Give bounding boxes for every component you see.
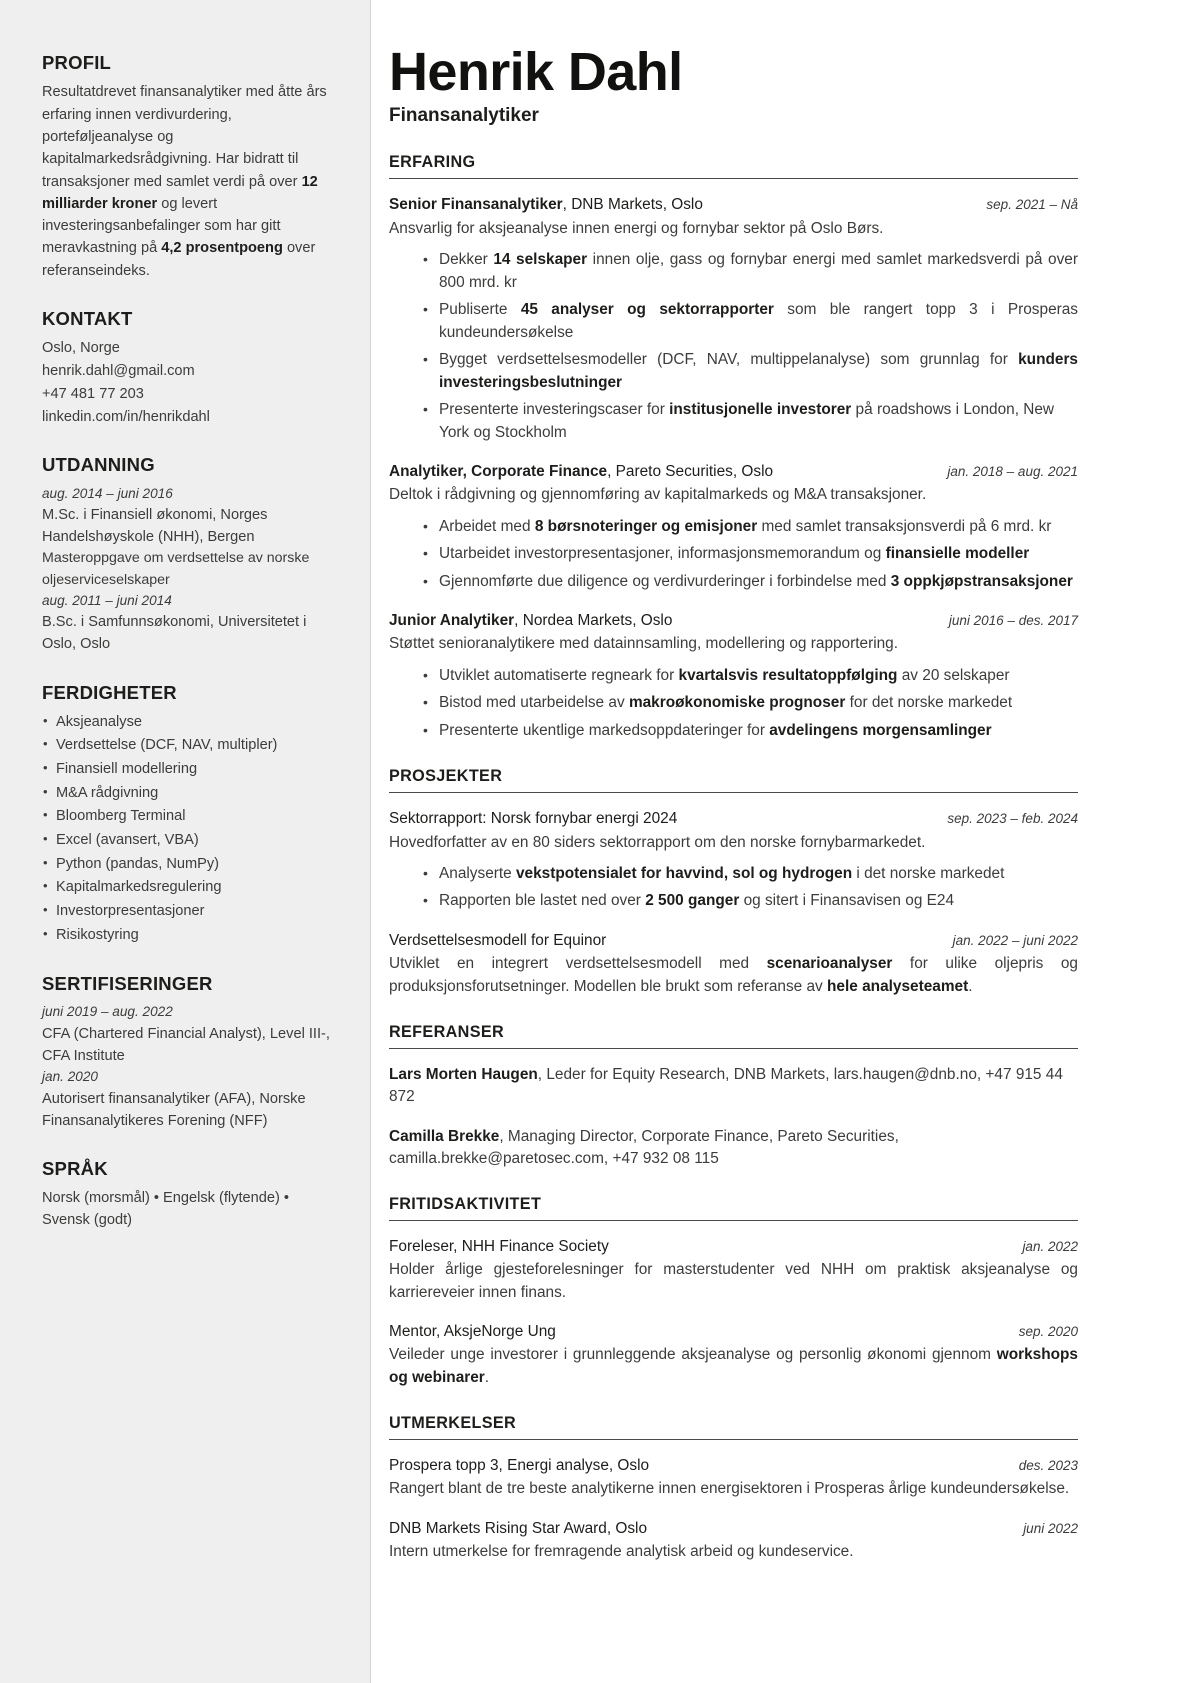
- entry-header: [389, 930, 1078, 952]
- entry-header: [389, 461, 1078, 483]
- activity-entry: [389, 1236, 1078, 1304]
- entry-summary: [389, 953, 1078, 998]
- bullet-pre: Bygget verdsettelsesmodeller (DCF, NAV, multippelanalyse) som grunnlag for: [439, 351, 1019, 369]
- section-divider: [389, 178, 1078, 179]
- bullet-post: for det norske markedet: [845, 694, 1013, 712]
- main-content: [371, 0, 1190, 1683]
- bullet-bold: finansielle modeller: [885, 545, 1030, 563]
- bullet-pre: Rapporten ble lastet ned over: [439, 892, 646, 910]
- bullet-pre: Utarbeidet investorpresentasjoner, informasjonsmemorandum og: [439, 545, 886, 563]
- entry-role: Junior Analytiker: [389, 612, 515, 630]
- reference-name: Camilla Brekke: [389, 1127, 500, 1145]
- skill-item: • Verdsettelse (DCF, NAV, multipler): [42, 734, 338, 758]
- bullet-pre: Presenterte ukentlige markedsoppdateringer for: [439, 721, 770, 739]
- certification-date: juni 2019 – aug. 2022: [42, 1004, 173, 1020]
- bullet-item: [423, 399, 1078, 444]
- summary-mid: for ulike oljepris og produksjonsforutsetninger. Modellen ble brukt som referanse av: [389, 955, 1078, 995]
- project-title: Sektorrapport: Norsk fornybar energi 2024: [389, 810, 678, 828]
- skill-item: • Investorpresentasjoner: [42, 900, 338, 924]
- profile-text: [42, 81, 338, 282]
- entry-company: , Pareto Securities, Oslo: [607, 463, 774, 481]
- entry-summary: [389, 1344, 1078, 1389]
- skills-heading: FERDIGHETER: [42, 681, 177, 703]
- section-experience: [389, 153, 1078, 742]
- section-awards: [389, 1414, 1078, 1563]
- bullet-pre: Utviklet automatiserte regneark for: [439, 666, 679, 684]
- skill-item: • Excel (avansert, VBA): [42, 829, 338, 853]
- experience-entry: [389, 461, 1078, 593]
- bullet-item: [423, 863, 1078, 885]
- profile-bold-2: 4,2 prosentpoeng: [161, 240, 283, 257]
- reference-entry: [389, 1064, 1078, 1109]
- skills-list: [42, 711, 338, 947]
- entry-title: [389, 194, 972, 216]
- entry-summary: Intern utmerkelse for fremragende analytisk arbeid og kundeservice.: [389, 1543, 854, 1561]
- project-title: Verdsettelsesmodell for Equinor: [389, 931, 607, 949]
- entry-summary: Rangert blant de tre beste analytikerne innen energisektoren i Prosperas årlige kundeundersøkelse.: [389, 1480, 1070, 1498]
- bullet-bold: 14 selskaper: [493, 251, 588, 269]
- certifications-heading: SERTIFISERINGER: [42, 973, 213, 995]
- entry-date: sep. 2023 – feb. 2024: [947, 811, 1078, 827]
- bullet-item: [423, 249, 1078, 294]
- skill-item: • M&A rådgivning: [42, 782, 338, 806]
- entry-header: [389, 1236, 1078, 1258]
- certification-date: jan. 2020: [42, 1069, 98, 1085]
- bullet-post: og sitert i Finansavisen og E24: [739, 892, 955, 910]
- contact-location: Oslo, Norge: [42, 340, 120, 357]
- contact-linkedin[interactable]: linkedin.com/in/henrikdahl: [42, 408, 210, 425]
- section-divider: [389, 792, 1078, 793]
- bullet-pre: Publiserte: [439, 301, 521, 319]
- profile-text-3: over referanseindeks.: [42, 240, 316, 279]
- bullet-post: innen olje, gass og fornybar energi med samlet markedsverdi på over 800 mrd. kr: [439, 251, 1078, 291]
- reference-details: , Managing Director, Corporate Finance, Pareto Securities, camilla.brekke@paretosec.com, +47 932 08 115: [389, 1127, 899, 1167]
- bullet-bold: avdelingens morgensamlinger: [769, 721, 992, 739]
- sidebar-section-certifications: [42, 973, 338, 1132]
- bullet-post: som ble rangert topp 3 i Prosperas kundeundersøkelse: [439, 301, 1079, 341]
- entry-title: [389, 610, 935, 632]
- bullet-pre: Gjennomførte due diligence og verdivurderinger i forbindelse med: [439, 572, 891, 590]
- bullet-bold: kunders investeringsbeslutninger: [439, 351, 1078, 391]
- bullet-bold: 2 500 ganger: [645, 892, 740, 910]
- section-activities: [389, 1195, 1078, 1389]
- sidebar-section-education: [42, 454, 338, 655]
- summary-pre: Veileder unge investorer i grunnleggende aksjeanalyse og personlig økonomi gjennom: [389, 1346, 997, 1364]
- summary-bold-2: hele analyseteamet: [827, 977, 969, 995]
- activity-title: Mentor, AksjeNorge Ung: [389, 1323, 556, 1341]
- entry-date: sep. 2020: [1018, 1324, 1078, 1340]
- section-projects: [389, 767, 1078, 998]
- activity-entry: [389, 1321, 1078, 1389]
- certification-item: [42, 1002, 338, 1067]
- entry-header: [389, 610, 1078, 632]
- section-divider: [389, 1220, 1078, 1221]
- entry-bullets: [389, 516, 1078, 593]
- certification-title: Autorisert finansanalytiker (AFA), Norske Finansanalytikeres Forening (NFF): [42, 1090, 306, 1129]
- entry-header: [389, 194, 1078, 216]
- languages-heading: SPRÅK: [42, 1157, 108, 1179]
- job-title: Finansanalytiker: [389, 104, 539, 126]
- profile-text-2: og levert investeringsanbefalinger som har gitt meravkastning på: [42, 195, 281, 257]
- languages-text: Norsk (morsmål) • Engelsk (flytende) • Svensk (godt): [42, 1190, 290, 1229]
- entry-header: [389, 1518, 1078, 1540]
- entry-company: , Nordea Markets, Oslo: [514, 612, 673, 630]
- experience-entry: [389, 610, 1078, 742]
- education-item: [42, 591, 338, 656]
- education-note: Masteroppgave om verdsettelse av norske oljeserviceselskaper: [42, 550, 310, 588]
- entry-summary: Støttet senioranalytikere med datainnsamling, modellering og rapportering.: [389, 635, 899, 653]
- bullet-bold: 3 oppkjøpstransaksjoner: [890, 572, 1073, 590]
- profile-text-1: Resultatdrevet finansanalytiker med åtte års erfaring innen verdivurdering, porteføljeanalyse og kapitalmarkedsrådgivning. Har bidratt til transaksjoner med samlet verdi på over: [42, 84, 327, 190]
- award-entry: [389, 1455, 1078, 1501]
- reference-line: [389, 1064, 1078, 1109]
- section-divider: [389, 1048, 1078, 1049]
- award-title: Prospera topp 3, Energi analyse, Oslo: [389, 1457, 650, 1475]
- entry-role: Analytiker, Corporate Finance: [389, 463, 608, 481]
- bullet-item: [423, 720, 1078, 742]
- summary-bold: workshops og webinarer: [389, 1346, 1078, 1386]
- entry-date: jan. 2022 – juni 2022: [952, 932, 1078, 948]
- sidebar: [0, 0, 371, 1683]
- sidebar-section-contact: [42, 308, 338, 428]
- summary-post: .: [968, 977, 973, 995]
- bullet-bold: institusjonelle investorer: [669, 401, 852, 419]
- profile-heading: PROFIL: [42, 52, 112, 73]
- reference-entry: [389, 1126, 1078, 1171]
- awards-heading: UTMERKELSER: [389, 1414, 517, 1433]
- reference-details: , Leder for Equity Research, DNB Markets, lars.haugen@dnb.no, +47 915 44 872: [389, 1065, 1063, 1106]
- education-heading: UTDANNING: [42, 454, 155, 476]
- award-entry: [389, 1518, 1078, 1564]
- bullet-item: [423, 516, 1078, 538]
- entry-bullets: [389, 863, 1078, 913]
- award-title: DNB Markets Rising Star Award, Oslo: [389, 1519, 648, 1537]
- sidebar-section-languages: [42, 1158, 338, 1232]
- entry-date: jan. 2018 – aug. 2021: [947, 464, 1078, 480]
- summary-pre: Utviklet en integrert verdsettelsesmodell med: [389, 955, 767, 973]
- entry-header: [389, 1321, 1078, 1343]
- reference-name: Lars Morten Haugen: [389, 1065, 538, 1083]
- skill-item: • Python (pandas, NumPy): [42, 853, 338, 877]
- project-entry: [389, 808, 1078, 913]
- skill-item: • Aksjeanalyse: [42, 711, 338, 735]
- bullet-bold: 45 analyser og sektorrapporter: [520, 301, 774, 319]
- projects-heading: PROSJEKTER: [389, 767, 503, 786]
- skill-item: • Risikostyring: [42, 924, 338, 948]
- education-date: aug. 2014 – juni 2016: [42, 485, 173, 501]
- bullet-pre: Dekker: [439, 251, 494, 269]
- entry-header: [389, 808, 1078, 830]
- education-degree: M.Sc. i Finansiell økonomi, Norges Handelshøyskole (NHH), Bergen: [42, 506, 268, 546]
- entry-summary: Holder årlige gjesteforelesninger for masterstudenter ved NHH om praktisk aksjeanalyse og karriereveier innen finans.: [389, 1261, 1078, 1301]
- entry-title: [389, 461, 933, 483]
- profile-bold-1: 12 milliarder kroner: [42, 173, 318, 212]
- bullet-item: [423, 571, 1078, 593]
- reference-line: [389, 1126, 1078, 1171]
- skill-item: • Kapitalmarkedsregulering: [42, 876, 338, 900]
- section-references: [389, 1023, 1078, 1170]
- summary-bold-1: scenarioanalyser: [766, 955, 893, 973]
- bullet-bold: vekstpotensialet for havvind, sol og hydrogen: [516, 864, 853, 882]
- bullet-bold: makroøkonomiske prognoser: [628, 694, 846, 712]
- education-degree: B.Sc. i Samfunnsøkonomi, Universitetet i Oslo, Oslo: [42, 614, 307, 653]
- entry-bullets: [389, 665, 1078, 742]
- sidebar-section-profile: [42, 52, 338, 282]
- entry-date: jan. 2022: [1022, 1239, 1078, 1255]
- entry-summary: Hovedforfatter av en 80 siders sektorrapport om den norske fornybarmarkedet.: [389, 833, 926, 851]
- bullet-post: på roadshows i London, New York og Stockholm: [439, 401, 1055, 441]
- bullet-pre: Arbeidet med: [439, 517, 535, 535]
- bullet-item: [423, 692, 1078, 714]
- bullet-post: av 20 selskaper: [897, 666, 1010, 684]
- skill-item: • Finansiell modellering: [42, 758, 338, 782]
- bullet-item: [423, 890, 1078, 912]
- references-heading: REFERANSER: [389, 1022, 505, 1041]
- bullet-post: i det norske markedet: [852, 864, 1005, 882]
- entry-summary: Deltok i rådgivning og gjennomføring av kapitalmarkeds og M&A transaksjoner.: [389, 486, 927, 504]
- experience-heading: ERFARING: [389, 153, 476, 172]
- bullet-post: med samlet transaksjonsverdi på 6 mrd. kr: [757, 517, 1052, 535]
- bullet-bold: kvartalsvis resultatoppfølging: [678, 666, 898, 684]
- experience-entry: [389, 194, 1078, 444]
- activities-heading: FRITIDSAKTIVITET: [389, 1195, 542, 1214]
- entry-summary: Ansvarlig for aksjeanalyse innen energi og fornybar sektor på Oslo Børs.: [389, 219, 884, 237]
- project-entry: [389, 930, 1078, 998]
- bullet-pre: Bistod med utarbeidelse av: [439, 694, 629, 712]
- certification-title: CFA (Chartered Financial Analyst), Level III-, CFA Institute: [42, 1025, 330, 1064]
- skill-item: • Bloomberg Terminal: [42, 805, 338, 829]
- entry-date: juni 2022: [1023, 1520, 1078, 1536]
- bullet-bold: 8 børsnoteringer og emisjoner: [534, 517, 758, 535]
- certification-item: [42, 1067, 338, 1132]
- entry-date: sep. 2021 – Nå: [986, 197, 1078, 213]
- contact-email[interactable]: henrik.dahl@gmail.com: [42, 363, 195, 380]
- bullet-item: [423, 299, 1078, 344]
- contact-heading: KONTAKT: [42, 308, 133, 330]
- page-title: Henrik Dahl: [389, 42, 683, 102]
- bullet-pre: Analyserte: [439, 864, 516, 882]
- entry-company: , DNB Markets, Oslo: [562, 196, 703, 214]
- entry-header: [389, 1455, 1078, 1477]
- entry-role: Senior Finansanalytiker: [389, 196, 563, 214]
- contact-phone[interactable]: +47 481 77 203: [42, 385, 144, 402]
- activity-title: Foreleser, NHH Finance Society: [389, 1238, 609, 1256]
- bullet-item: [423, 349, 1078, 394]
- bullet-pre: Presenterte investeringscaser for: [439, 401, 670, 419]
- summary-post: .: [484, 1368, 490, 1386]
- entry-date: des. 2023: [1018, 1458, 1078, 1474]
- education-item: [42, 484, 338, 591]
- bullet-item: [423, 665, 1078, 687]
- sidebar-section-skills: [42, 682, 338, 948]
- section-divider: [389, 1439, 1078, 1440]
- bullet-item: [423, 543, 1078, 565]
- education-date: aug. 2011 – juni 2014: [42, 592, 172, 608]
- entry-bullets: [389, 249, 1078, 444]
- entry-date: juni 2016 – des. 2017: [948, 613, 1078, 629]
